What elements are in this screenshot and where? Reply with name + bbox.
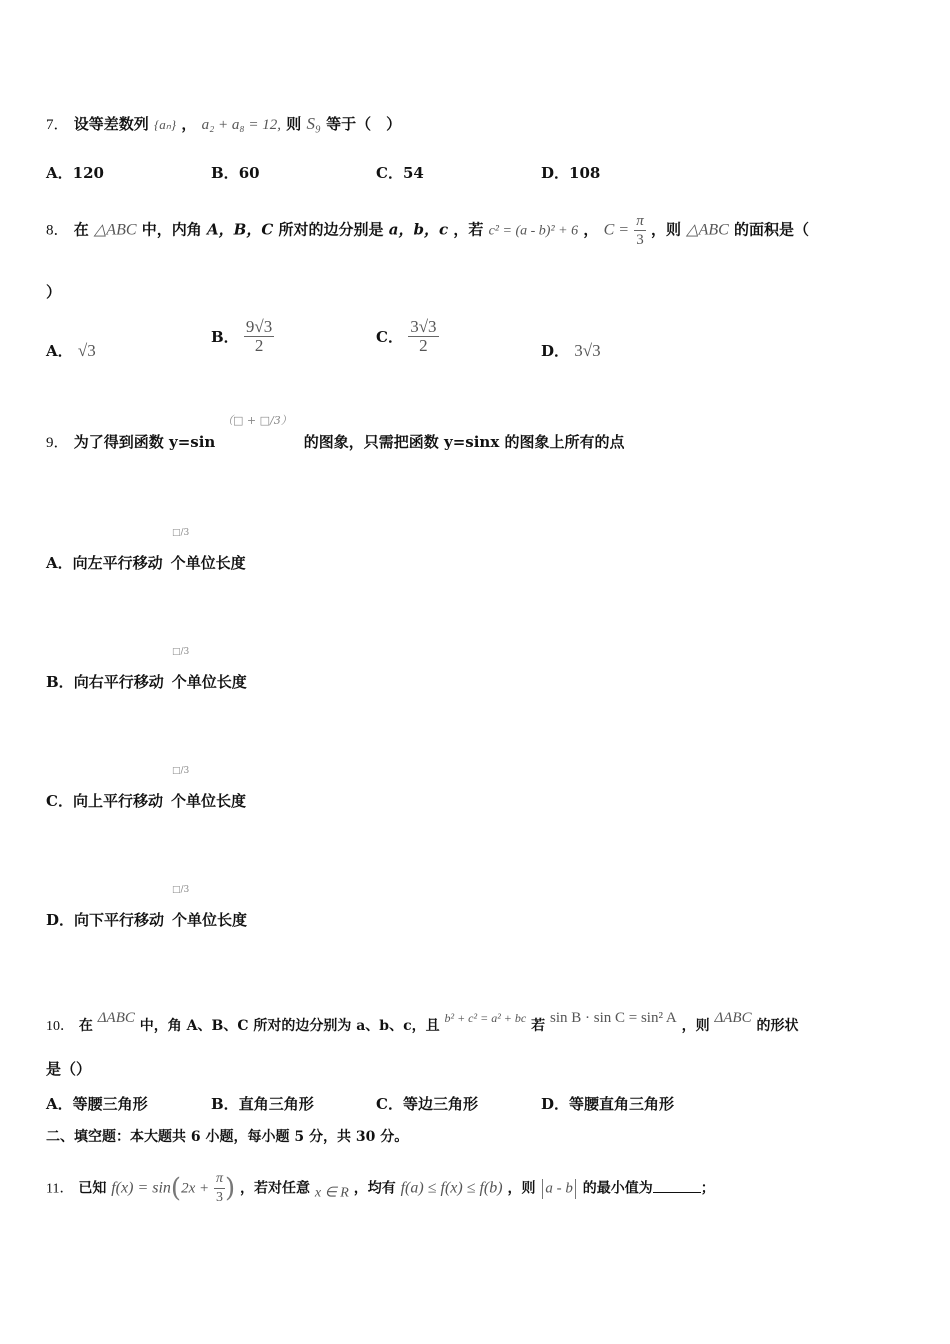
question-number: 7． [46, 117, 69, 133]
answer-blank[interactable] [653, 1178, 701, 1193]
question-text: 所对的边分别是 [278, 220, 384, 239]
q8-option-d[interactable]: D． 3√3 [541, 341, 601, 360]
frac-symbol: □/3 [172, 647, 190, 657]
math-condition: a₂ + a₈ = 12, [201, 117, 281, 133]
question-7: 7． 设等差数列 {aₙ} ， a₂ + a₈ = 12, 则 S₉ 等于（ ） [46, 114, 402, 133]
q9-formula-image: （□ + □/3） [222, 414, 292, 427]
math-equation: sin B · sin C = sin² A [549, 1010, 677, 1026]
section-title: 二、填空题：本大题共 6 小题，每小题 5 分，共 30 分。 [46, 1129, 409, 1145]
question-text: 则 [286, 115, 302, 133]
q8-option-a[interactable]: A． √3 [46, 341, 96, 360]
question-8-continuation: ） [46, 283, 62, 301]
q10-option-a[interactable]: A．等腰三角形 [46, 1095, 148, 1113]
question-text: 的面积是（ [734, 220, 810, 239]
math-angle-lhs: C = [603, 221, 630, 239]
math-arg: 2x + [181, 1180, 210, 1197]
question-text: 已知 [78, 1180, 107, 1197]
question-text: 在 [78, 1018, 93, 1034]
question-text: 中，内角 [141, 220, 202, 239]
question-text: 的图象，只需把函数 y=sinx 的图象上所有的点 [303, 433, 625, 451]
question-text: 为了得到函数 y=sin [73, 433, 216, 451]
q10-option-d[interactable]: D．等腰直角三角形 [541, 1095, 675, 1113]
question-text: 中，角 A、B、C 所对的边分别为 a、b、c，且 [139, 1018, 440, 1034]
q9-option-c[interactable]: C．向上平行移动 个单位长度 [46, 792, 246, 810]
frac-symbol: □/3 [172, 528, 190, 538]
q9-option-d[interactable]: D．向下平行移动 个单位长度 [46, 911, 248, 929]
question-8 [46, 212, 809, 249]
question-number: 9． [46, 435, 69, 451]
q10-option-b[interactable]: B．直角三角形 [211, 1095, 314, 1113]
question-11: 11． 已知 f(x) = sin(2x + $\frac{\pi}{3}$ ) ，若对任意 x ∈ R ，均有 f(a) ≤ f(x) ≤ f(b) ，则 a - b 的最小值为 ； [46, 1171, 715, 1205]
question-text: 等于（ ） [326, 115, 402, 133]
angle-vars: A，B，C [207, 220, 274, 239]
q7-option-d[interactable]: D．108 [541, 164, 601, 182]
frac-symbol: □/3 [172, 766, 190, 776]
question-text: ，若对任意 [240, 1180, 311, 1197]
question-text: 在 [73, 220, 89, 239]
q7-option-c[interactable]: C．54 [376, 164, 424, 182]
question-number: 10． [46, 1019, 74, 1034]
math-inequality: f(a) ≤ f(x) ≤ f(b) [400, 1179, 503, 1197]
question-10-continuation: 是（） [46, 1060, 92, 1078]
q7-option-b[interactable]: B．60 [211, 164, 260, 182]
question-text: 若 [531, 1018, 546, 1034]
math-domain: x ∈ R [314, 1185, 349, 1201]
fraction-pi-3: $\frac{\pi}{3}$ [636, 213, 644, 248]
question-text: ，则 [651, 220, 682, 239]
math-triangle: ΔABC [714, 1010, 752, 1026]
frac-symbol: □/3 [172, 885, 190, 895]
math-triangle: △ABC [94, 221, 137, 239]
math-equation: b² + c² = a² + bc [444, 1011, 527, 1025]
math-s9: S₉ [306, 114, 321, 133]
math-triangle: ΔABC [97, 1010, 135, 1026]
question-text: ，均有 [353, 1180, 396, 1197]
question-text: ， [583, 220, 599, 239]
math-triangle: △ABC [686, 221, 729, 239]
question-number: 8． [46, 222, 69, 239]
question-9 [46, 432, 625, 453]
question-text: ，则 [507, 1180, 536, 1197]
side-vars: a，b，c [388, 220, 449, 239]
math-sequence: {aₙ} [154, 117, 177, 132]
fraction-pi-3: $\frac{\pi}{3}$ [215, 1171, 223, 1205]
math-abs: a - b [545, 1180, 573, 1197]
math-equation: c² = (a - b)² + 6 [488, 223, 579, 239]
q8-option-b[interactable]: B． $\frac{9√3}{2}$ [211, 317, 273, 355]
q10-option-c[interactable]: C．等边三角形 [376, 1095, 478, 1113]
question-number: 11． [46, 1181, 74, 1197]
question-10 [46, 1008, 798, 1037]
question-text: 的最小值为 [582, 1180, 653, 1197]
q9-option-b[interactable]: B．向右平行移动 个单位长度 [46, 673, 247, 691]
q9-option-a[interactable]: A．向左平行移动 个单位长度 [46, 554, 246, 572]
q7-option-a[interactable]: A．120 [46, 164, 104, 182]
question-text: ； [700, 1180, 715, 1197]
question-text: ，则 [681, 1018, 710, 1034]
question-text: 设等差数列 [73, 115, 149, 133]
q8-option-c[interactable]: C． $\frac{3√3}{2}$ [376, 317, 437, 355]
question-text: 的形状 [756, 1018, 799, 1034]
math-function: f(x) = sin [111, 1179, 171, 1197]
question-text: ，若 [453, 220, 484, 239]
